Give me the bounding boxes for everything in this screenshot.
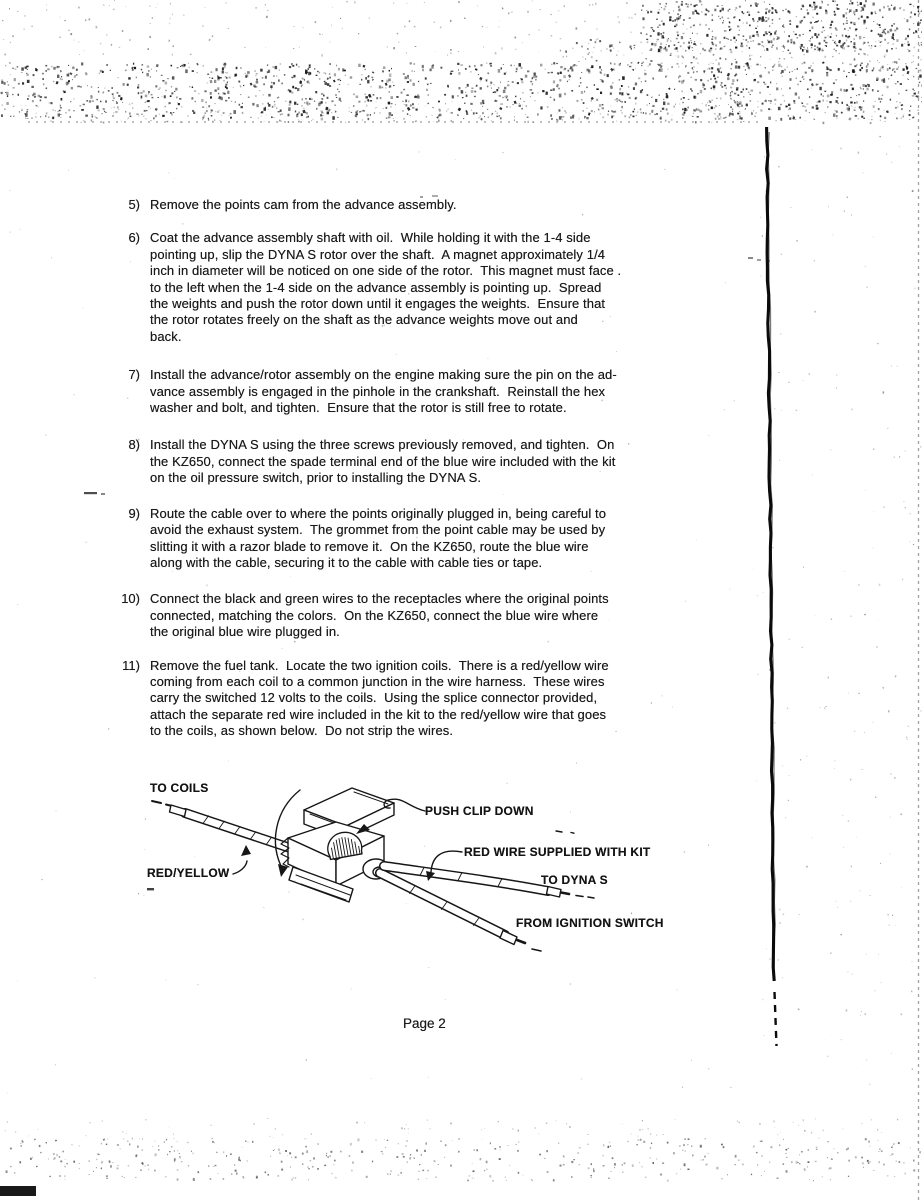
step-line: attach the separate red wire included in the kit to the red/yellow wire that goes <box>150 706 607 722</box>
step-number: 7) <box>128 367 140 383</box>
step-line: to the coils, as shown below. Do not strip the wires. <box>150 723 454 739</box>
step-line: connected, matching the colors. On the KZ650, connect the blue wire where <box>150 607 599 623</box>
step-number: 6) <box>128 230 140 246</box>
wire-to-coils <box>152 801 290 848</box>
step-number: 10) <box>121 591 140 607</box>
step-line: vance assembly is engaged in the pinhole in the crankshaft. Reinstall the hex <box>150 383 606 399</box>
step-line: Route the cable over to where the points originally plugged in, being careful to <box>150 505 607 521</box>
step-line: pointing up, slip the DYNA S rotor over the shaft. A magnet approximately 1/4 <box>150 246 606 262</box>
diagram-label-red-yellow: RED/YELLOW <box>147 866 230 880</box>
step-line: the KZ650, connect the spade terminal end of the blue wire included with the kit <box>150 453 616 469</box>
diagram-label-push-clip-down: PUSH CLIP DOWN <box>425 804 534 818</box>
step-line: back. <box>150 328 182 344</box>
step-line: the original blue wire plugged in. <box>150 624 340 640</box>
step-line: Connect the black and green wires to the receptacles where the original points <box>150 591 609 607</box>
step-line: slitting it with a razor blade to remove it. On the KZ650, route the blue wire <box>150 538 589 554</box>
step-line: on the oil pressure switch, prior to installing the DYNA S. <box>150 470 482 486</box>
diagram-label-from-ignition-switch: FROM IGNITION SWITCH <box>516 916 664 930</box>
step-line: washer and bolt, and tighten. Ensure that the rotor is still free to rotate. <box>150 400 567 416</box>
step-line: along with the cable, securing it to the cable with cable ties or tape. <box>150 554 543 570</box>
step-line: the rotor rotates freely on the shaft as the advance weights move out and <box>150 312 578 328</box>
diagram-label-to-coils: TO COILS <box>150 781 209 795</box>
step-line: Remove the points cam from the advance assembly. <box>150 197 457 212</box>
step-line: Remove the fuel tank. Locate the two ignition coils. There is a red/yellow wire <box>150 657 609 673</box>
page-number: Page 2 <box>403 1016 446 1031</box>
step-line: avoid the exhaust system. The grommet from the point cable may be used by <box>150 522 606 538</box>
diagram-label-red-wire-supplied: RED WIRE SUPPLIED WITH KIT <box>464 845 651 859</box>
step-number: 5) <box>128 197 140 212</box>
step-line: Install the advance/rotor assembly on the engine making sure the pin on the ad- <box>150 367 617 383</box>
step-line: to the left when the 1-4 side on the advance assembly is pointing up. Spread <box>150 279 602 295</box>
step-line: Coat the advance assembly shaft with oil. While holding it with the 1-4 side <box>150 230 591 246</box>
step-line: carry the switched 12 volts to the coils. Using the splice connector provided, <box>150 690 598 706</box>
step-number: 8) <box>128 437 140 453</box>
step-line: inch in diameter will be noticed on one side of the rotor. This magnet must face . <box>150 263 622 279</box>
step-number: 9) <box>128 505 140 521</box>
diagram-label-to-dyna-s: TO DYNA S <box>541 873 608 887</box>
step-line: the weights and push the rotor down until it engages the weights. Ensure that <box>150 296 606 312</box>
step-number: 11) <box>122 657 140 673</box>
step-line: Install the DYNA S using the three screws previously removed, and tighten. On <box>150 437 615 453</box>
step-line: coming from each coil to a common junction in the wire harness. These wires <box>150 673 605 689</box>
